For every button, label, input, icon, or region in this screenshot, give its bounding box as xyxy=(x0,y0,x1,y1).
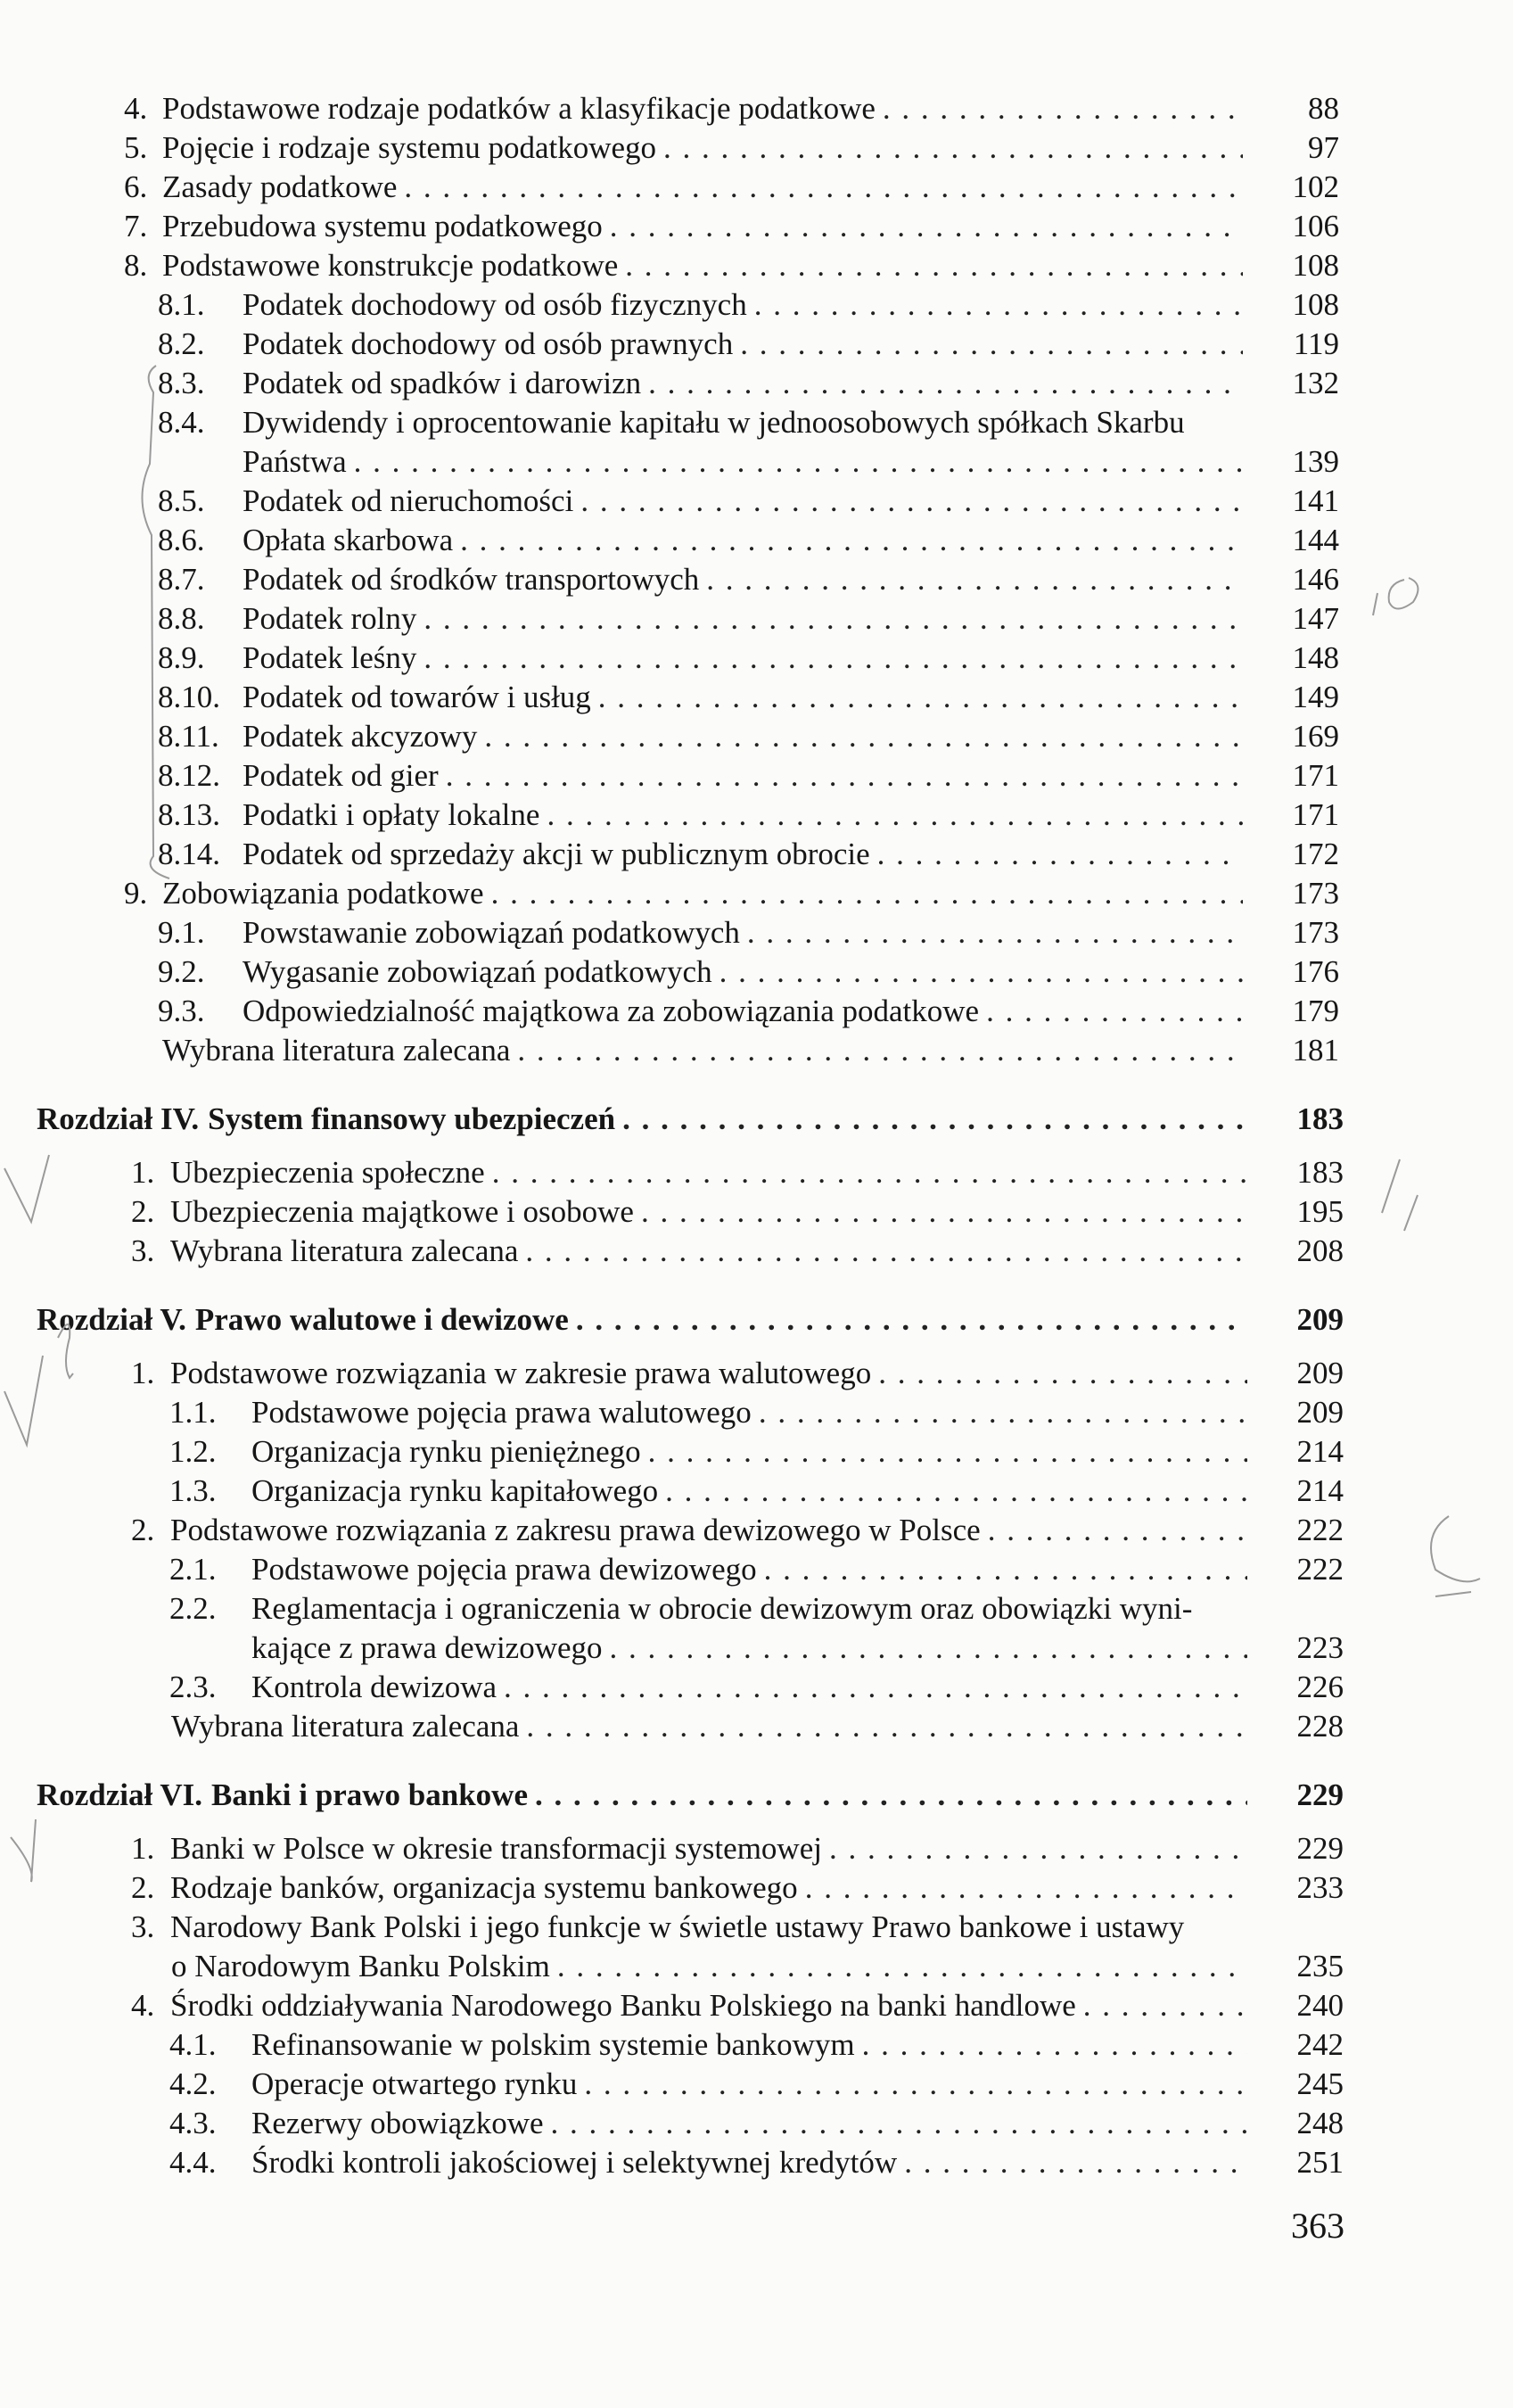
entry-number: 1.3. xyxy=(169,1473,217,1508)
entry-title: Podatek akcyzowy xyxy=(243,719,478,754)
entry-title: kające z prawa dewizowego xyxy=(251,1630,603,1665)
entry-number: 4.3. xyxy=(169,2106,217,2140)
entry-page-number: 209 xyxy=(1296,1395,1344,1430)
entry-title: Podatek leśny xyxy=(243,640,417,675)
entry-number: 9.3. xyxy=(158,994,205,1028)
entry-page-number: 139 xyxy=(1292,444,1339,479)
entry-title: Podstawowe konstrukcje podatkowe xyxy=(162,248,619,283)
entry-number: 4. xyxy=(131,1988,155,2023)
margin-bracket-mark xyxy=(142,366,169,878)
entry-title: Dywidendy i oprocentowanie kapitału w jednoosobowych spółkach Skarbu xyxy=(243,405,1185,440)
entry-number: 8.12. xyxy=(158,758,220,793)
entry-title: Środki kontroli jakościowej i selektywnej kredytów xyxy=(251,2145,898,2180)
entry-title: Podstawowe rozwiązania z zakresu prawa dewizowego w Polsce xyxy=(170,1513,981,1547)
entry-title: Podstawowe rodzaje podatków a klasyfikacje podatkowe xyxy=(162,91,876,126)
entry-number: Rozdział V. xyxy=(37,1302,186,1337)
entry-page-number: 132 xyxy=(1292,366,1339,400)
entry-title: Kontrola dewizowa xyxy=(251,1670,497,1704)
entry-title: Podatek od towarów i usług xyxy=(243,680,591,714)
entry-title: Refinansowanie w polskim systemie bankowym xyxy=(251,2027,855,2062)
entry-page-number: 119 xyxy=(1293,326,1339,361)
entry-number: 8.3. xyxy=(158,366,205,400)
entry-number: 8.9. xyxy=(158,640,205,675)
entry-page-number: 233 xyxy=(1296,1870,1344,1905)
entry-page-number: 226 xyxy=(1296,1670,1344,1704)
entry-page-number: 240 xyxy=(1296,1988,1344,2023)
question-mark-icon xyxy=(58,1324,73,1378)
entry-number: 3. xyxy=(131,1233,155,1268)
entry-page-number: 172 xyxy=(1292,837,1339,871)
entry-number: 2.3. xyxy=(169,1670,217,1704)
entry-title: Organizacja rynku pieniężnego xyxy=(251,1434,641,1469)
entry-page-number: 183 xyxy=(1296,1101,1344,1136)
checkmark-icon xyxy=(4,1155,49,1222)
entry-title: Wygasanie zobowiązań podatkowych xyxy=(243,954,712,989)
entry-number: 3. xyxy=(131,1909,155,1944)
entry-page-number: 147 xyxy=(1292,601,1339,636)
entry-page-number: 102 xyxy=(1292,169,1339,204)
entry-number: 2.2. xyxy=(169,1591,217,1626)
entry-page-number: 171 xyxy=(1292,758,1339,793)
entry-page-number: 251 xyxy=(1296,2145,1344,2180)
entry-number: 8.5. xyxy=(158,483,205,518)
page-number: 363 xyxy=(1291,2206,1344,2246)
margin-mark xyxy=(1431,1516,1480,1596)
entry-number: 8.7. xyxy=(158,562,205,597)
entry-title: o Narodowym Banku Polskim xyxy=(171,1949,550,1983)
entry-page-number: 209 xyxy=(1296,1302,1344,1337)
entry-page-number: 141 xyxy=(1292,483,1339,518)
entry-title: Podatek dochodowy od osób prawnych xyxy=(243,326,734,361)
entry-title: Wybrana literatura zalecana xyxy=(162,1033,511,1068)
entry-title: Podatek dochodowy od osób fizycznych xyxy=(243,287,747,322)
entry-page-number: 176 xyxy=(1292,954,1339,989)
entry-page-number: 173 xyxy=(1292,876,1339,911)
entry-title: Wybrana literatura zalecana xyxy=(171,1709,520,1744)
entry-number: 8.1. xyxy=(158,287,205,322)
entry-title: Podstawowe rozwiązania w zakresie prawa walutowego xyxy=(170,1356,872,1390)
checkmark-icon xyxy=(11,1819,36,1882)
entry-title: Odpowiedzialność majątkowa za zobowiązania podatkowe xyxy=(243,994,980,1028)
entry-title: Środki oddziaływania Narodowego Banku Polskiego na banki handlowe xyxy=(170,1988,1076,2023)
entry-title: Organizacja rynku kapitałowego xyxy=(251,1473,659,1508)
entry-page-number: 183 xyxy=(1296,1155,1344,1190)
entry-number: 8.11. xyxy=(158,719,219,754)
entry-number: 8.14. xyxy=(158,837,220,871)
entry-number: 7. xyxy=(124,209,148,243)
entry-page-number: 169 xyxy=(1292,719,1339,754)
entry-page-number: 248 xyxy=(1296,2106,1344,2140)
entry-page-number: 222 xyxy=(1296,1552,1344,1587)
entry-page-number: 229 xyxy=(1296,1777,1344,1812)
entry-number: 6. xyxy=(124,169,148,204)
entry-page-number: 148 xyxy=(1292,640,1339,675)
entry-title: Przebudowa systemu podatkowego xyxy=(162,209,603,243)
entry-title: Banki i prawo bankowe xyxy=(211,1777,528,1812)
entry-page-number: 88 xyxy=(1308,91,1339,126)
entry-number: 2. xyxy=(131,1870,155,1905)
entry-title: System finansowy ubezpieczeń xyxy=(208,1101,616,1136)
entry-page-number: 173 xyxy=(1292,915,1339,950)
entry-title: Rodzaje banków, organizacja systemu bankowego xyxy=(170,1870,798,1905)
entry-number: 8.8. xyxy=(158,601,205,636)
entry-title: Podatek od nieruchomości xyxy=(243,483,574,518)
entry-number: 2.1. xyxy=(169,1552,217,1587)
checkmark-icon xyxy=(4,1356,43,1445)
entry-page-number: 214 xyxy=(1296,1434,1344,1469)
entry-number: 2. xyxy=(131,1513,155,1547)
entry-title: Podatek od spadków i darowizn xyxy=(243,366,642,400)
entry-number: 1. xyxy=(131,1356,155,1390)
entry-number: Rozdział VI. xyxy=(37,1777,203,1812)
entry-page-number: 97 xyxy=(1308,130,1339,165)
entry-number: 4.1. xyxy=(169,2027,217,2062)
entry-title: Podatek od środków transportowych xyxy=(243,562,700,597)
entry-number: 8.4. xyxy=(158,405,205,440)
entry-page-number: 195 xyxy=(1296,1194,1344,1229)
entry-page-number: 171 xyxy=(1292,797,1339,832)
entry-title: Ubezpieczenia majątkowe i osobowe xyxy=(170,1194,634,1229)
entry-page-number: 228 xyxy=(1296,1709,1344,1744)
entry-page-number: 245 xyxy=(1296,2066,1344,2101)
entry-title: Rezerwy obowiązkowe xyxy=(251,2106,544,2140)
entry-page-number: 223 xyxy=(1296,1630,1344,1665)
entry-title: Pojęcie i rodzaje systemu podatkowego xyxy=(162,130,657,165)
entry-page-number: 214 xyxy=(1296,1473,1344,1508)
entry-number: 4.4. xyxy=(169,2145,217,2180)
entry-title: Podatek od sprzedaży akcji w publicznym obrocie xyxy=(243,837,870,871)
entry-number: 1.1. xyxy=(169,1395,217,1430)
entry-number: 8.10. xyxy=(158,680,220,714)
entry-page-number: 108 xyxy=(1292,287,1339,322)
entry-page-number: 144 xyxy=(1292,523,1339,557)
entry-page-number: 181 xyxy=(1292,1033,1339,1068)
entry-page-number: 108 xyxy=(1292,248,1339,283)
entry-number: 8.6. xyxy=(158,523,205,557)
entry-title: Powstawanie zobowiązań podatkowych xyxy=(243,915,740,950)
entry-title: Podatek od gier xyxy=(243,758,439,793)
entry-number: 1.2. xyxy=(169,1434,217,1469)
entry-number: 4.2. xyxy=(169,2066,217,2101)
entry-title: Operacje otwartego rynku xyxy=(251,2066,578,2101)
entry-title: Prawo walutowe i dewizowe xyxy=(194,1302,569,1337)
entry-number: 8. xyxy=(124,248,148,283)
entry-title: Zobowiązania podatkowe xyxy=(162,876,484,911)
entry-number: 1. xyxy=(131,1155,155,1190)
entry-title: Banki w Polsce w okresie transformacji systemowej xyxy=(170,1831,822,1866)
entry-page-number: 146 xyxy=(1292,562,1339,597)
entry-number: 1. xyxy=(131,1831,155,1866)
entry-number: 9. xyxy=(124,876,148,911)
entry-title: Opłata skarbowa xyxy=(243,523,454,557)
entry-page-number: 179 xyxy=(1292,994,1339,1028)
entry-number: 8.2. xyxy=(158,326,205,361)
entry-number: 5. xyxy=(124,130,148,165)
handwritten-ten-mark xyxy=(1373,578,1418,615)
entry-title: Podatki i opłaty lokalne xyxy=(243,797,540,832)
entry-number: 2. xyxy=(131,1194,155,1229)
entry-title: Ubezpieczenia społeczne xyxy=(170,1155,485,1190)
entry-page-number: 208 xyxy=(1296,1233,1344,1268)
entry-title: Podstawowe pojęcia prawa walutowego xyxy=(251,1395,752,1430)
entry-page-number: 106 xyxy=(1292,209,1339,243)
entry-page-number: 229 xyxy=(1296,1831,1344,1866)
entry-page-number: 242 xyxy=(1296,2027,1344,2062)
entry-page-number: 209 xyxy=(1296,1356,1344,1390)
entry-page-number: 235 xyxy=(1296,1949,1344,1983)
entry-title: Wybrana literatura zalecana xyxy=(170,1233,519,1268)
entry-title: Podstawowe pojęcia prawa dewizowego xyxy=(251,1552,757,1587)
margin-mark xyxy=(1382,1159,1418,1231)
entry-number: 9.2. xyxy=(158,954,205,989)
entry-title: Zasady podatkowe xyxy=(162,169,398,204)
entry-number: Rozdział IV. xyxy=(37,1101,200,1136)
entry-title: Reglamentacja i ograniczenia w obrocie dewizowym oraz obowiązki wyni- xyxy=(251,1591,1193,1626)
entry-title: Podatek rolny xyxy=(243,601,417,636)
entry-title: Narodowy Bank Polski i jego funkcje w świetle ustawy Prawo bankowe i ustawy xyxy=(170,1909,1185,1944)
entry-number: 8.13. xyxy=(158,797,220,832)
entry-page-number: 222 xyxy=(1296,1513,1344,1547)
entry-title: Państwa xyxy=(243,444,347,479)
entry-page-number: 149 xyxy=(1292,680,1339,714)
entry-number: 9.1. xyxy=(158,915,205,950)
entry-number: 4. xyxy=(124,91,148,126)
